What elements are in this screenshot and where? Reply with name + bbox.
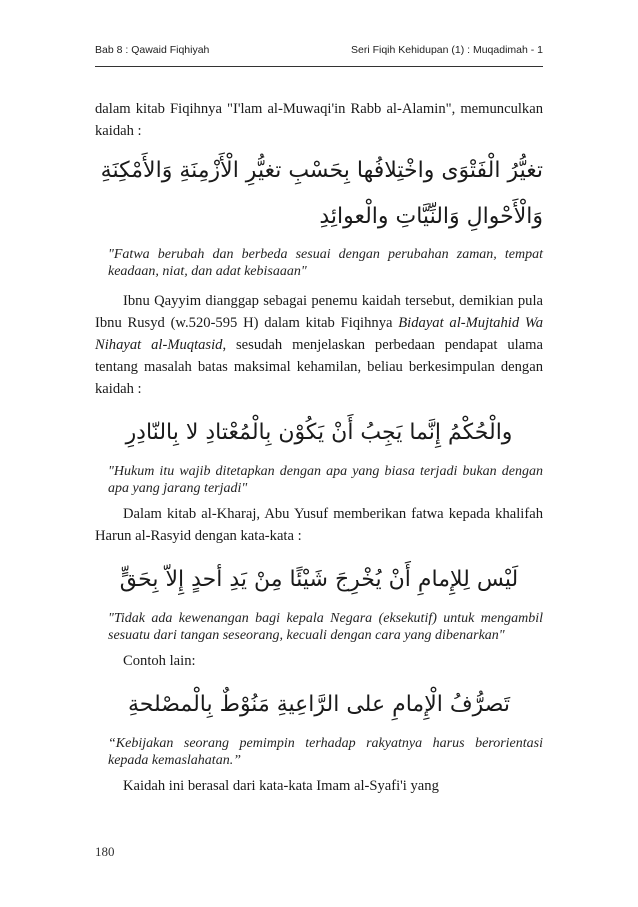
header-chapter: Bab 8 : Qawaid Fiqhiyah [95,44,210,56]
page-number: 180 [95,844,115,859]
paragraph-text: , sesudah menjelaskan perbedaan pendapat ulama tentang masalah batas maksimal kehamilan, beliau berkesimpulan dengan kaidah : [95,337,543,397]
translation-kaidah-hukum: "Hukum itu wajib ditetapkan dengan apa yang biasa terjadi bukan dengan apa yang jarang terjadi" [108,464,543,496]
paragraph-text: Ibnu Qayyim dianggap sebagai penemu kaidah tersebut, demikian pula Ibnu Rusyd (w.520-595 H) dalam kitab Fiqihnya [95,293,543,331]
arabic-kaidah-tasharruf: تَصرُّفُ الْإِمامِ على الرَّاعِيةِ مَنُوْطٌ بِالْمصْلحةِ [128,692,510,717]
paragraph-ibnu-qayyim [95,290,543,400]
running-header [95,44,543,56]
arabic-kaidah-fatwa: تغيُّرُ الْفَتْوَى واخْتِلافُها بِحَسْبِ تغيُّرِ الْأَزْمِنَةِ وَالأَمْكِنَةِ وَالْأَحْوالِ وَالنِّيَّاتِ والْعوائِدِ [100,158,543,229]
translation-kaidah-tasharruf: “Kebijakan seorang pemimpin terhadap rakyatnya harus berorientasi kepada kemaslahatan.” [108,736,543,768]
translation-kaidah-imam: "Tidak ada kewenangan bagi kepala Negara (eksekutif) untuk mengambil sesuatu dari tangan seseorang, kecuali dengan cara yang dibenarkan" [108,611,543,643]
book-title: Bidayat al-Mujtahid Wa Nihayat al-Muqtasid [95,315,543,353]
page-body [95,98,543,797]
paragraph-contoh: Contoh lain: [123,653,196,669]
header-rule [95,66,543,67]
translation-kaidah-fatwa: "Fatwa berubah dan berbeda sesuai dengan perubahan zaman, tempat keadaan, niat, dan adat kebisaaan" [108,247,543,279]
arabic-kaidah-hukum: والْحُكْمُ إِنَّما يَجِبُ أَنْ يَكُوْن بِالْمُعْتادِ لا بِالنّادِرِ [125,420,513,445]
arabic-kaidah-imam: لَيْس لِلإِمامِ أَنْ يُخْرِجَ شَيْئًا مِنْ يَدِ أحدٍ إِلاّ بِحَقٍّ [119,567,519,592]
paragraph-al-kharaj: Dalam kitab al-Kharaj, Abu Yusuf memberikan fatwa kepada khalifah Harun al-Rasyid dengan kata-kata : [95,506,543,544]
paragraph-syafii: Kaidah ini berasal dari kata-kata Imam al-Syafi'i yang [123,778,439,794]
header-series: Seri Fiqih Kehidupan (1) : Muqadimah - 1 [350,44,543,56]
paragraph-intro: dalam kitab Fiqihnya "I'lam al-Muwaqi'in Rabb al-Alamin", memunculkan kaidah : [95,101,543,139]
